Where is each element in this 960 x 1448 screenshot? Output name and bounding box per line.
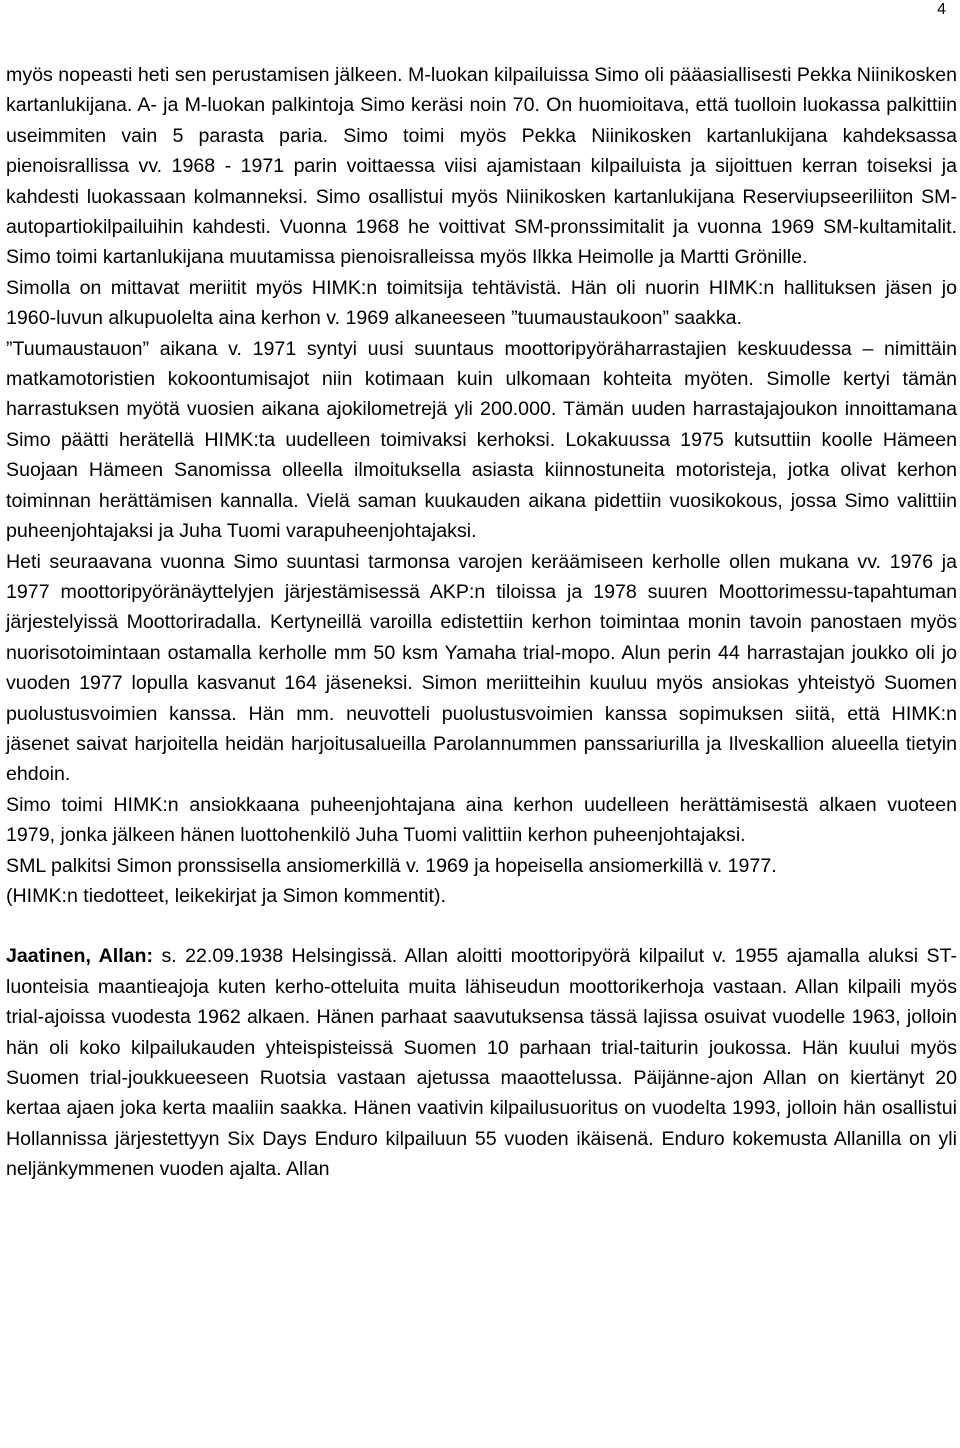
paragraph-rally-navigator: myös nopeasti heti sen perustamisen jälkeen. M-luokan kilpailuissa Simo oli pääasiallisesti Pekka Niinikosken kartanlukijana. A- ja M-luokan palkintoja Simo keräsi noin 70. On huomioitava, että tuolloin luokassa palkittiin useimmiten vain 5 parasta paria. Simo toimi myös Pekka Niinikosken kartanlukijana kahdeksassa pienoisrallissa vv. 1968 - 1971 parin voittaessa viisi ajamistaan kilpailuista ja sijoittuen kerran toiseksi ja kahdesti luokassaan kolmanneksi. Simo osallistui myös Niinikosken kartanlukijana Reserviupseeriliiton SM-autopartiokilpailuihin kahdesti. Vuonna 1968 he voittivat SM-pronssimitalit ja vuonna 1969 SM-kultamitalit. Simo toimi kartanlukijana muutamissa pienoisralleissa myös Ilkka Heimolle ja Martti Grönille. bbox=[6, 64, 957, 269]
paragraph-chairmanship: Simo toimi HIMK:n ansiokkaana puheenjohtajana aina kerhon uudelleen herättämisestä alkaen vuoteen 1979, jonka jälkeen hänen luottohenkilö Juha Tuomi valittiin kerhon puheenjohtajaksi. bbox=[6, 793, 957, 847]
paragraph-fundraising: Heti seuraavana vuonna Simo suuntasi tarmonsa varojen keräämiseen kerholle ollen mukana vv. 1976 ja 1977 moottoripyöränäyttelyjen järjestämisessä AKP:n tiloissa ja 1978 suuren Moottorimessu-tapahtuman järjestelyissä Moottoriradalla. Kertyneillä varoilla edistettiin kerhon toimintaa monin tavoin panostaen myös nuorisotoimintaan ostamalla kerholle mm 50 ksm Yamaha trial-mopo. Alun perin 44 harrastajan joukko oli jo vuoden 1977 lopulla kasvanut 164 jäseneksi. Simon meriitteihin kuuluu myös ansiokas yhteistyö Suomen puolustusvoimien kanssa. Hän mm. neuvotteli puolustusvoimien kanssa sopimuksen siitä, että HIMK:n jäsenet saivat harjoitella heidän harjoitusalueilla Parolannummen panssariurilla ja Ilveskallion alueella tietyin ehdoin. bbox=[6, 550, 957, 786]
paragraph-gap bbox=[6, 911, 957, 941]
paragraph-awards: SML palkitsi Simon pronssisella ansiomerkillä v. 1969 ja hopeisella ansiomerkillä v. 1977. bbox=[6, 854, 777, 877]
document-body bbox=[6, 60, 957, 1185]
entry-name: Jaatinen, Allan: bbox=[6, 945, 154, 968]
paragraph-official-duties: Simolla on mittavat meriitit myös HIMK:n toimitsija tehtävistä. Hän oli nuorin HIMK:n hallituksen jäsen jo 1960-luvun alkupuolelta aina kerhon v. 1969 alkaneeseen ”tuumaustaukoon” saakka. bbox=[6, 276, 957, 330]
paragraph-touring-revival: ”Tuumaustauon” aikana v. 1971 syntyi uusi suuntaus moottoripyöräharrastajien keskuudessa – nimittäin matkamotoristien kokoontumisajot niin kotimaan kuin ulkomaan kohteita myöten. Simolle kertyi tämän harrastuksen myötä vuosien aikana ajokilometrejä yli 200.000. Tämän uuden harrastajajoukon innoittamana Simo päätti herätellä HIMK:ta uudelleen toimivaksi kerhoksi. Lokakuussa 1975 kutsuttiin koolle Hämeen Suojaan Hämeen Sanomissa olleella ilmoituksella asiasta kiinnostuneita motoristeja, jotka olivat kerhon toiminnan herättämisen kannalla. Vielä saman kuukauden aikana pidettiin vuosikokous, jossa Simo valittiin puheenjohtajaksi ja Juha Tuomi varapuheenjohtajaksi. bbox=[6, 337, 957, 543]
paragraph-sources: (HIMK:n tiedotteet, leikekirjat ja Simon kommentit). bbox=[6, 884, 446, 907]
entry-text: s. 22.09.1938 Helsingissä. Allan aloitti moottoripyörä kilpailut v. 1955 ajamalla aluksi ST-luonteisia maantieajoja kuten kerho-otteluita muita lähiseudun moottorikerhoja vastaan. Allan kilpaili myös trial-ajoissa vuodesta 1962 alkaen. Hänen parhaat saavutuksensa tässä lajissa osuivat vuodelle 1963, jolloin hän oli koko kilpailukauden yhteispisteissä Suomen 10 parhaan trial-taiturin joukossa. Hän kuului myös Suomen trial-joukkueeseen Ruotsia vastaan ajetussa maaottelussa. Päijänne-ajon Allan on kiertänyt 20 kertaa ajaen joka kerta maaliin saakka. Hänen vaativin kilpailusuoritus on vuodelta 1993, jolloin hän osallistui Hollannissa järjestettyyn Six Days Enduro kilpailuun 55 vuoden ikäisenä. Enduro kokemusta Allanilla on yli neljänkymmenen vuoden ajalta. Allan bbox=[6, 945, 958, 1181]
page-number: 4 bbox=[937, 1, 946, 18]
entry-paragraph bbox=[6, 941, 957, 1184]
